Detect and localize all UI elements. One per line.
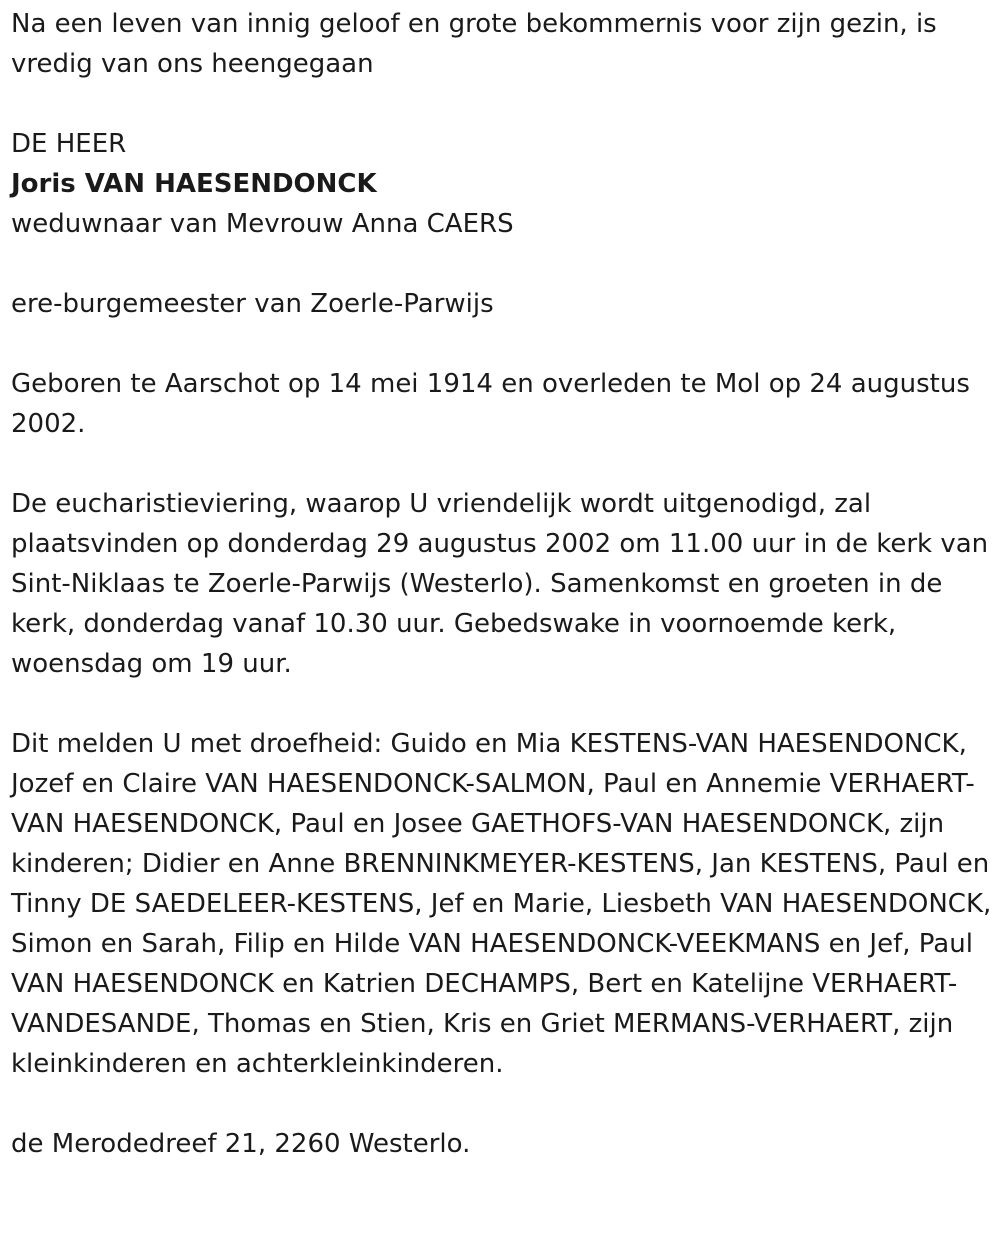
spacer — [11, 1084, 996, 1124]
honorary-title: ere-burgemeester van Zoerle-Parwijs — [11, 289, 494, 319]
family-text: Dit melden U met droefheid: Guido en Mia KESTENS-VAN HAESENDONCK, Jozef en Claire VAN HAESENDONCK-SALMON, Paul en Annemie VERHAERT-VAN HAESENDONCK, Paul en Josee GAETHOFS-VAN HAESENDONCK, zijn kinderen; Didier en Anne BRENNINKMEYER-KESTENS, Jan KESTENS, Paul en Tinny DE SAEDELEER-KESTENS, Jef en Marie, Liesbeth VAN HAESENDONCK, Simon en Sarah, Filip en Hilde VAN HAESENDONCK-VEEKMANS en Jef, Paul VAN HAESENDONCK en Katrien DECHAMPS, Bert en Katelijne VERHAERT-VANDESANDE, Thomas en Stien, Kris en Griet MERMANS-VERHAERT, zijn kleinkinderen en achterkleinkinderen. — [11, 729, 992, 1079]
intro-text: Na een leven van innig geloof en grote bekommernis voor zijn gezin, is vredig van ons heengegaan — [11, 9, 937, 79]
spacer — [11, 444, 996, 484]
birth-death-text: Geboren te Aarschot op 14 mei 1914 en overleden te Mol op 24 augustus 2002. — [11, 369, 970, 439]
spacer — [11, 244, 996, 284]
address-text: de Merodedreef 21, 2260 Westerlo. — [11, 1129, 471, 1159]
salutation: DE HEER — [11, 129, 127, 159]
spacer — [11, 684, 996, 724]
spacer — [11, 324, 996, 364]
spouse-line: weduwnaar van Mevrouw Anna CAERS — [11, 209, 514, 239]
ceremony-text: De eucharistieviering, waarop U vriendelijk wordt uitgenodigd, zal plaatsvinden op donderdag 29 augustus 2002 om 11.00 uur in de kerk van Sint-Niklaas te Zoerle-Parwijs (Westerlo). Samenkomst en groeten in de kerk, donderdag vanaf 10.30 uur. Gebedswake in voornoemde kerk, woensdag om 19 uur. — [11, 489, 989, 679]
obituary-notice — [11, 4, 996, 1164]
deceased-name: Joris VAN HAESENDONCK — [11, 169, 377, 199]
spacer — [11, 84, 996, 124]
